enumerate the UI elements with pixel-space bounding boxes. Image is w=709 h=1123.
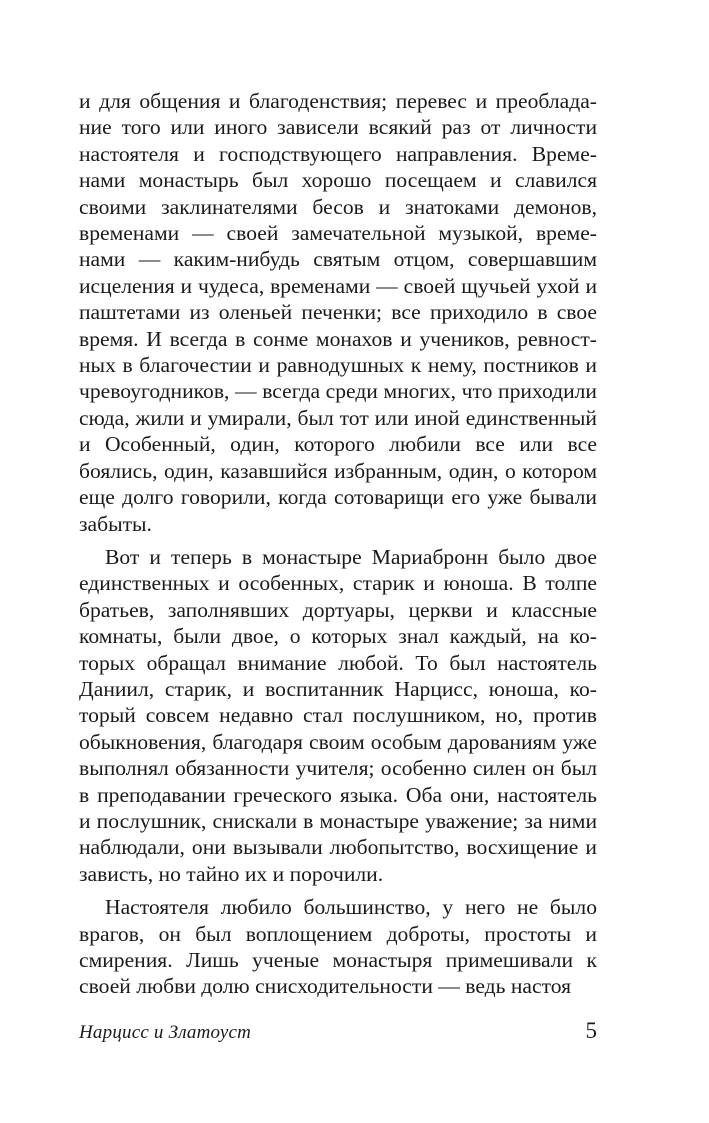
paragraph: Вот и теперь в монастыре Мариабронн было двое единственных и особенных, старик и юноша. В толпе братьев, заполнявших дортуары, церкви и классные комнаты, были двое, о которых знал каждый, на которых обращал внимание любой. То был настоятель Даниил, старик, и воспитанник Нарцисс, юноша, который совсем недавно стал послушником, но, против обыкновения, благодаря своим особым дарованиям уже выполнял обязанности учителя; особенно силен он был в преподавании греческого языка. Оба они, настоятель и послушник, снискали в монастыре уважение; за ними наблюдали, они вызывали любопытство, восхищение и зависть, но тайно их и порочили. xyxy=(79,544,597,886)
paragraph: Настоятеля любило большинство, у него не было врагов, он был воплощением доброты, простоты и смирения. Лишь ученые монастыря примешивали к своей любви долю снисходительности — ведь настоя xyxy=(79,895,597,999)
body-text xyxy=(79,88,597,1000)
running-footer-title: Нарцисс и Златоуст xyxy=(79,1022,252,1043)
page-number: 5 xyxy=(585,1018,597,1043)
paragraph: и для общения и благоденствия; перевес и преобладание того или иного зависели всякий раз от личности настоятеля и господствующего направления. Временами монастырь был хорошо посещаем и славился своими заклинателями бесов и знатоками демонов, временами — своей замечательной музыкой, временами — каким-нибудь святым отцом, совершавшим исцеления и чудеса, временами — своей щучьей ухой и паштетами из оленьей печенки; все приходило в свое время. И всегда в сонме монахов и учеников, ревностных в благочестии и равнодушных к нему, постников и чревоугодников, — всегда среди многих, что приходили сюда, жили и умирали, был тот или иной единственный и Особенный, один, которого любили все или все боялись, один, казавшийся избранным, один, о котором еще долго говорили, когда сотоварищи его уже бывали забыты. xyxy=(79,89,597,536)
